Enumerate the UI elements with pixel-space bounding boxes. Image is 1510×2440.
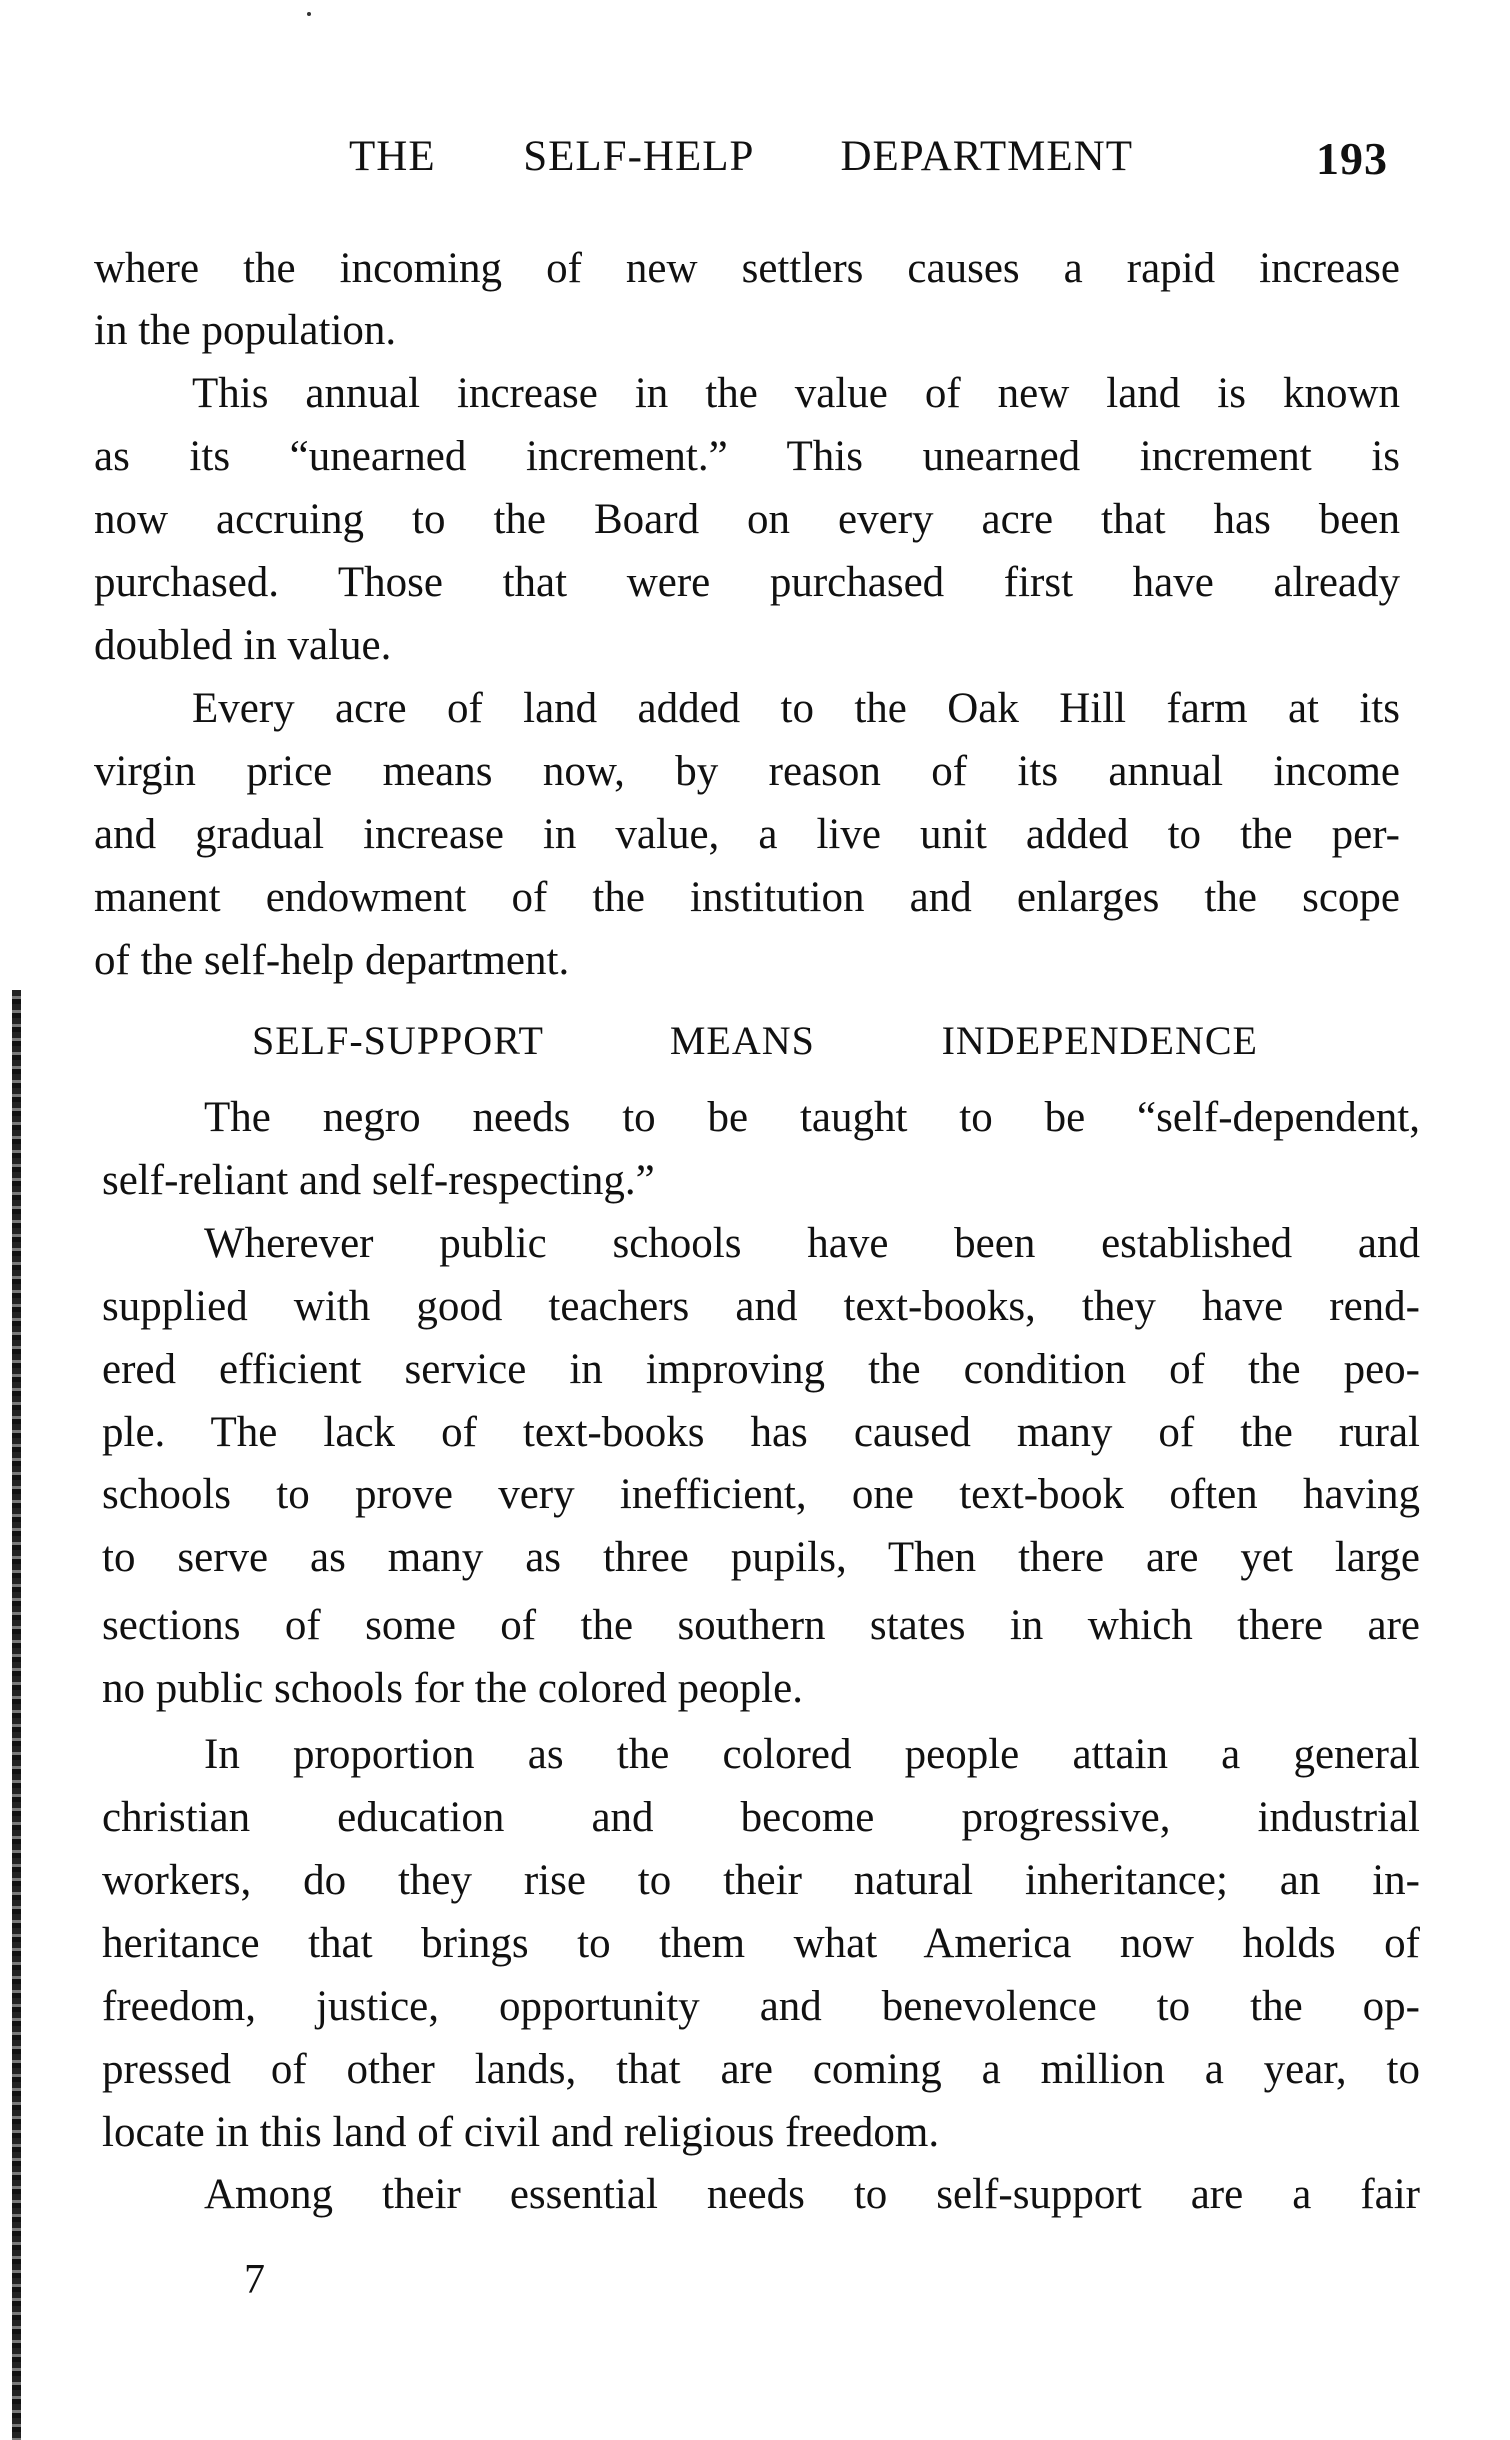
running-title: THE SELF-HELP DEPARTMENT (349, 133, 1133, 180)
text-line: purchased. Those that were purchased first have already (94, 559, 1400, 606)
text-line: Wherever public schools have been established and (204, 1220, 1420, 1267)
text-line: schools to prove very inefficient, one text-book often having (102, 1471, 1420, 1518)
signature-mark: 7 (244, 2257, 265, 2303)
text-line: where the incoming of new settlers causes a rapid increase (94, 245, 1400, 292)
text-line: pressed of other lands, that are coming a million a year, to (102, 2046, 1420, 2093)
text-line: virgin price means now, by reason of its annual income (94, 748, 1400, 795)
text-line: christian education and become progressive, industrial (102, 1794, 1420, 1841)
text-line: workers, do they rise to their natural inheritance; an in- (102, 1857, 1420, 1904)
scan-binding-edge (12, 990, 21, 2440)
text-line: sections of some of the southern states in which there are (102, 1602, 1420, 1649)
text-line: self-reliant and self-respecting.” (102, 1157, 655, 1204)
text-line: in the population. (94, 307, 397, 354)
text-line: ered efficient service in improving the condition of the peo- (102, 1346, 1420, 1393)
text-line: as its “unearned increment.” This unearned increment is (94, 433, 1400, 480)
text-line: to serve as many as three pupils, Then there are yet large (102, 1534, 1420, 1581)
text-line: supplied with good teachers and text-books, they have rend- (102, 1283, 1420, 1330)
text-line: doubled in value. (94, 622, 392, 669)
text-line: Every acre of land added to the Oak Hill farm at its (192, 685, 1400, 732)
text-line: Among their essential needs to self-support are a fair (204, 2171, 1420, 2218)
text-line: In proportion as the colored people attain a general (204, 1731, 1420, 1778)
text-line: and gradual increase in value, a live unit added to the per- (94, 811, 1400, 858)
text-line: now accruing to the Board on every acre that has been (94, 496, 1400, 543)
scan-speck (307, 12, 311, 16)
page-number: 193 (1316, 133, 1388, 184)
text-line: no public schools for the colored people. (102, 1665, 803, 1712)
text-line: locate in this land of civil and religious freedom. (102, 2109, 940, 2156)
text-line: of the self-help department. (94, 937, 570, 984)
text-line: ple. The lack of text-books has caused many of the rural (102, 1409, 1420, 1456)
text-line: This annual increase in the value of new land is known (192, 370, 1400, 417)
section-heading: SELF-SUPPORT MEANS INDEPENDENCE (252, 1018, 1258, 1063)
text-line: freedom, justice, opportunity and benevolence to the op- (102, 1983, 1420, 2030)
text-line: The negro needs to be taught to be “self-dependent, (204, 1094, 1420, 1141)
text-line: heritance that brings to them what America now holds of (102, 1920, 1420, 1967)
text-line: manent endowment of the institution and enlarges the scope (94, 874, 1400, 921)
